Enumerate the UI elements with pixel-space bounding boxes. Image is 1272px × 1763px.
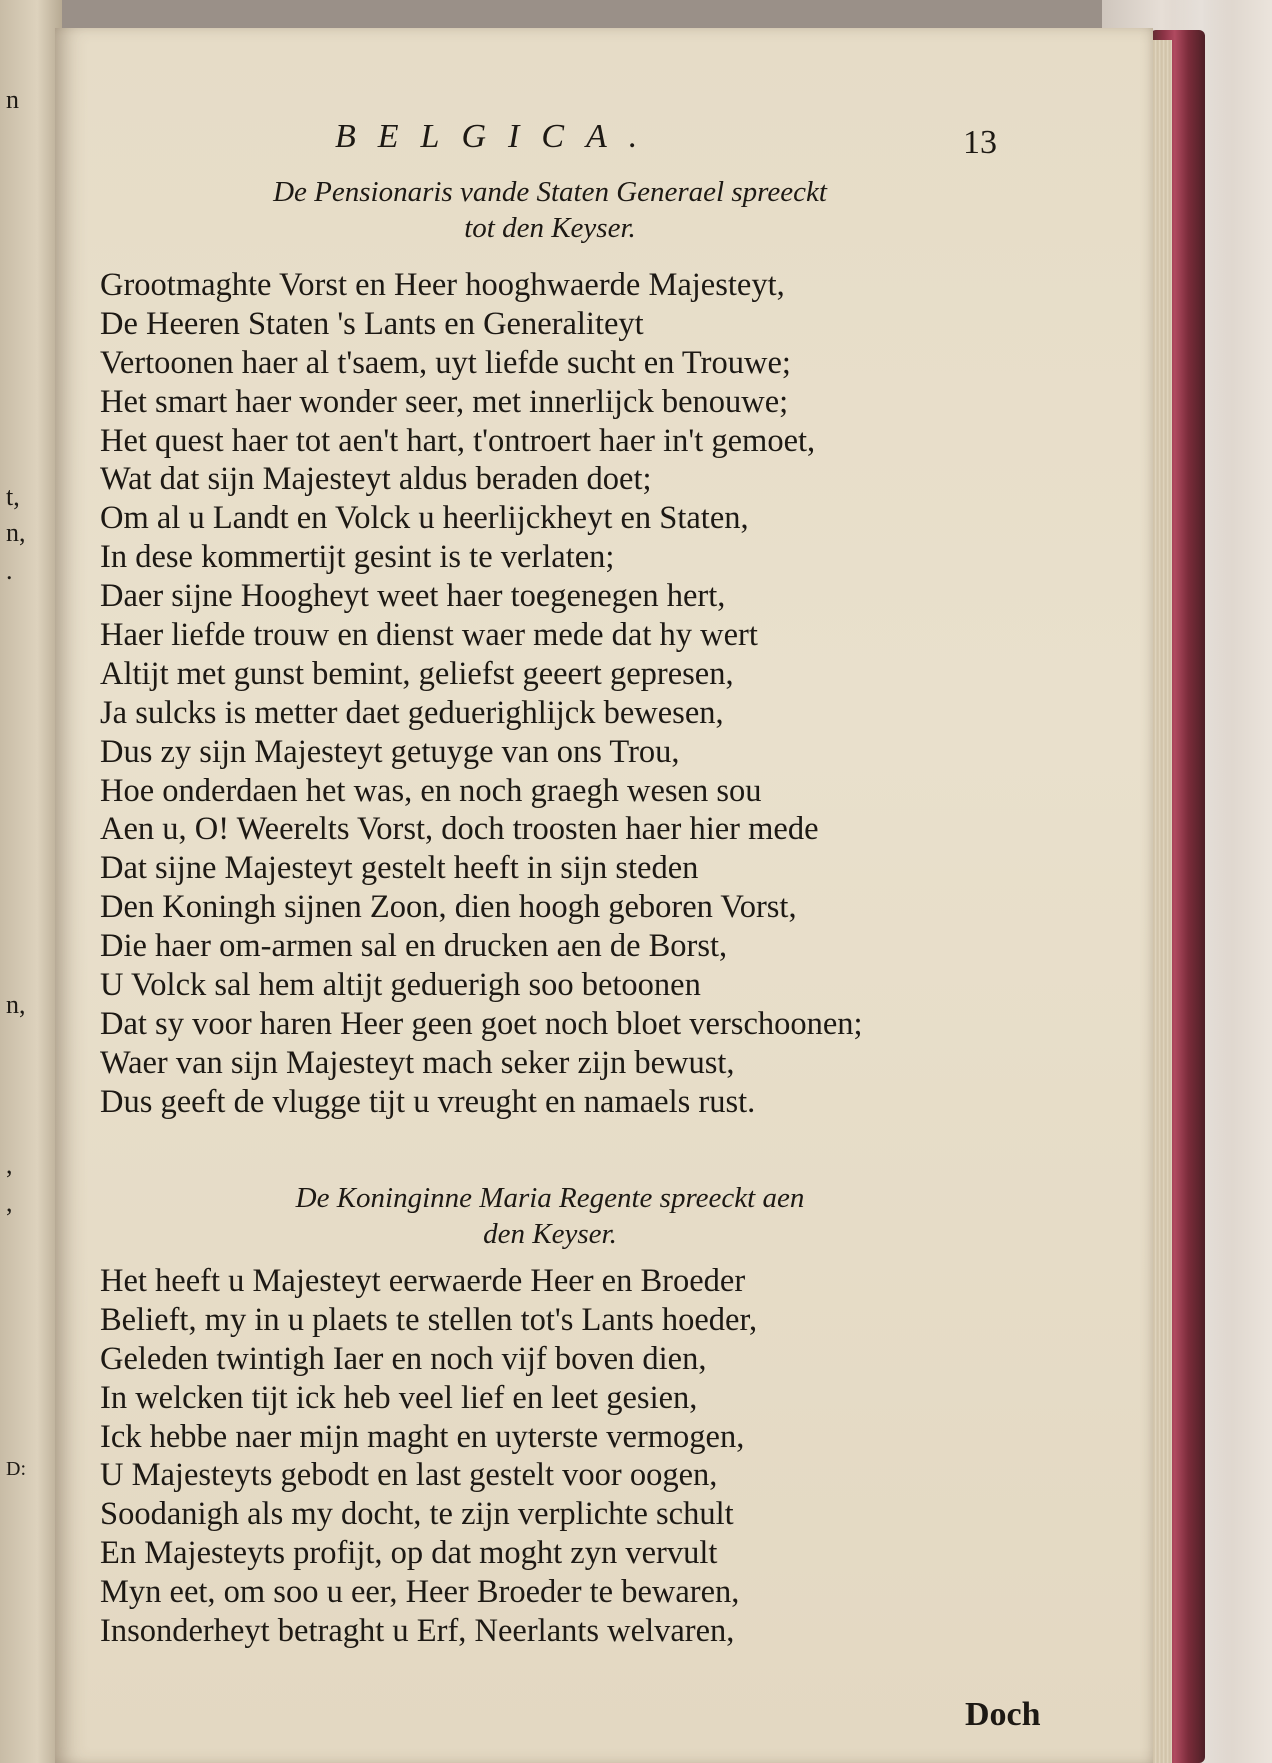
verse-line: Grootmaghte Vorst en Heer hooghwaerde Majesteyt, — [100, 267, 785, 303]
verse-line: In welcken tijt ick heb veel lief en leet gesien, — [100, 1379, 698, 1416]
verse-line: Soodanigh als my docht, te zijn verplichte schult — [100, 1496, 734, 1533]
verse-line: Dat sy voor haren Heer geen goet noch bloet verschoonen; — [100, 1005, 863, 1042]
verse-line: Dus geeft de vlugge tijt u vreught en namaels rust. — [100, 1083, 756, 1120]
section-heading — [150, 174, 950, 246]
verse-block — [100, 1262, 757, 1651]
section-heading-line: De Pensionaris vande Staten Generael spreeckt — [273, 176, 827, 208]
section-heading-line: tot den Keyser. — [464, 212, 636, 244]
facing-page-fragment: . — [6, 556, 13, 585]
verse-line: Daer sijne Hoogheyt weet haer toegenegen hert, — [100, 578, 726, 615]
facing-page-edge — [0, 0, 62, 1763]
facing-page-fragment: n — [6, 85, 19, 114]
verse-line: Den Koningh sijnen Zoon, dien hoogh geboren Vorst, — [100, 889, 797, 926]
verse-line: Insonderheyt betraght u Erf, Neerlants welvaren, — [100, 1613, 735, 1650]
verse-line: Dus zy sijn Majesteyt getuyge van ons Trou, — [100, 733, 680, 770]
facing-page-fragment: D: — [6, 1458, 26, 1480]
verse-line: Het smart haer wonder seer, met innerlijck benouwe; — [100, 383, 789, 420]
facing-page-fragment: , — [6, 1150, 13, 1179]
section-heading-line: den Keyser. — [483, 1218, 617, 1250]
verse-line: Wat dat sijn Majesteyt aldus beraden doet; — [100, 461, 652, 498]
verse-line: In dese kommertijt gesint is te verlaten; — [100, 539, 615, 576]
verse-line: Om al u Landt en Volck u heerlijckheyt en Staten, — [100, 500, 749, 537]
section-heading-line: De Koninginne Maria Regente spreeckt aen — [295, 1182, 805, 1214]
verse-block — [100, 266, 863, 1122]
running-head: BELGICA. — [335, 118, 660, 155]
verse-line: Dat sijne Majesteyt gestelt heeft in sijn steden — [100, 850, 699, 887]
verse-line: Ja sulcks is metter daet geduerighlijck bewesen, — [100, 694, 724, 731]
verse-line: Het quest haer tot aen't hart, t'ontroert haer in't gemoet, — [100, 422, 816, 459]
catchword: Doch — [965, 1696, 1041, 1733]
verse-line: U Majesteyts gebodt en last gestelt voor oogen, — [100, 1457, 718, 1494]
facing-page-fragment: n, — [6, 518, 26, 547]
page-number: 13 — [963, 124, 997, 161]
verse-line: Hoe onderdaen het was, en noch graegh wesen sou — [100, 772, 762, 809]
verse-line: En Majesteyts profijt, op dat moght zyn vervult — [100, 1535, 718, 1572]
facing-page-fragment: , — [6, 1188, 13, 1217]
verse-line: U Volck sal hem altijt geduerigh soo betoonen — [100, 967, 701, 1004]
verse-line: Haer liefde trouw en dienst waer mede dat hy wert — [100, 617, 758, 654]
verse-line: Aen u, O! Weerelts Vorst, doch troosten haer hier mede — [100, 811, 819, 848]
section-heading — [150, 1180, 950, 1252]
verse-line: Ick hebbe naer mijn maght en uyterste vermogen, — [100, 1418, 745, 1455]
verse-line: Geleden twintigh Iaer en noch vijf boven dien, — [100, 1340, 707, 1377]
verse-line: Belieft, my in u plaets te stellen tot's Lants hoeder, — [100, 1301, 758, 1338]
facing-page-fragment: t, — [6, 482, 20, 511]
verse-line: Die haer om-armen sal en drucken aen de Borst, — [100, 928, 728, 965]
verse-line: Waer van sijn Majesteyt mach seker zijn bewust, — [100, 1044, 735, 1081]
facing-page-fragment: n, — [6, 990, 26, 1019]
verse-line: Altijt met gunst bemint, geliefst geeert gepresen, — [100, 655, 734, 692]
verse-line: De Heeren Staten 's Lants en Generaliteyt — [100, 305, 644, 342]
verse-line: Het heeft u Majesteyt eerwaerde Heer en Broeder — [100, 1263, 746, 1299]
verse-line: Vertoonen haer al t'saem, uyt liefde sucht en Trouwe; — [100, 344, 791, 381]
verse-line: Myn eet, om soo u eer, Heer Broeder te bewaren, — [100, 1574, 740, 1611]
